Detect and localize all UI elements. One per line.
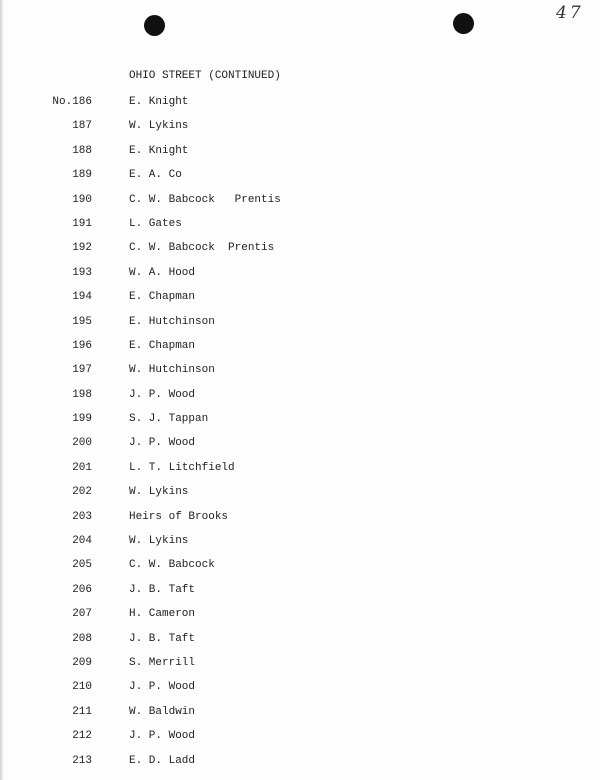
lot-number: 203: [72, 510, 92, 523]
owner-name: S. J. Tappan: [129, 413, 209, 426]
owner-name: C. W. Babcock: [129, 559, 215, 572]
lot-number: 193: [72, 266, 92, 279]
lot-number: 200: [72, 437, 92, 450]
lot-number: 196: [72, 339, 92, 352]
owner-name: E. Chapman: [129, 291, 196, 304]
lot-number: 195: [72, 315, 92, 328]
lot-number: 189: [72, 169, 92, 182]
page-heading: OHIO STREET (CONTINUED): [129, 70, 281, 82]
owner-name: W. Hutchinson: [129, 364, 215, 377]
lot-number: 205: [72, 559, 92, 572]
owner-name: J. B. Taft: [129, 632, 196, 645]
owner-name: W. Baldwin: [129, 705, 196, 718]
owner-name: S. Merrill: [129, 656, 196, 669]
lot-number: 206: [72, 583, 92, 596]
lot-number: 201: [72, 461, 92, 474]
owner-name: J. P. Wood: [129, 388, 196, 401]
owner-name: L. T. Litchfield: [129, 461, 235, 474]
lot-number: 209: [72, 656, 92, 669]
owner-name: E. A. Co: [129, 169, 182, 182]
lot-number: 204: [72, 535, 92, 548]
owner-name: E. Knight: [129, 144, 189, 157]
lot-number: 188: [72, 144, 92, 157]
owner-name: H. Cameron: [129, 608, 196, 621]
lot-number: 192: [72, 242, 92, 255]
owner-name: W. Lykins: [129, 120, 189, 133]
handwritten-page-number: 47: [556, 3, 584, 23]
lot-number: 208: [72, 632, 92, 645]
owner-name: Heirs of Brooks: [129, 510, 229, 523]
owner-name: C. W. Babcock Prentis: [129, 242, 275, 255]
lot-number: No.186: [52, 96, 92, 108]
owner-name: J. B. Taft: [129, 583, 196, 596]
owner-name: E. Knight: [129, 96, 189, 108]
owner-name: W. Lykins: [129, 486, 189, 499]
lot-number: 211: [72, 705, 92, 718]
lot-number: 198: [72, 388, 92, 401]
owner-name: W. A. Hood: [129, 266, 196, 279]
owner-name: E. D. Ladd: [129, 754, 196, 767]
punch-hole-right: [453, 13, 474, 34]
lot-number: 210: [72, 681, 92, 694]
owner-name: E. Chapman: [129, 339, 196, 352]
owner-name: J. P. Wood: [129, 730, 196, 743]
owner-name: W. Lykins: [129, 535, 189, 548]
owner-name: L. Gates: [129, 217, 182, 230]
owner-name: C. W. Babcock Prentis: [129, 193, 281, 206]
lot-number: 202: [72, 486, 92, 499]
owner-name: J. P. Wood: [129, 681, 196, 694]
lot-number: 207: [72, 608, 92, 621]
lot-number: 199: [72, 413, 92, 426]
lot-number: 190: [72, 193, 92, 206]
lot-number: 194: [72, 291, 92, 304]
lot-number: 187: [72, 120, 92, 133]
lot-number: 213: [72, 754, 92, 767]
owner-name: J. P. Wood: [129, 437, 196, 450]
lot-number: 212: [72, 730, 92, 743]
lot-number: 191: [72, 217, 92, 230]
punch-hole-left: [144, 15, 165, 36]
owner-name: E. Hutchinson: [129, 315, 215, 328]
lot-number: 197: [72, 364, 92, 377]
